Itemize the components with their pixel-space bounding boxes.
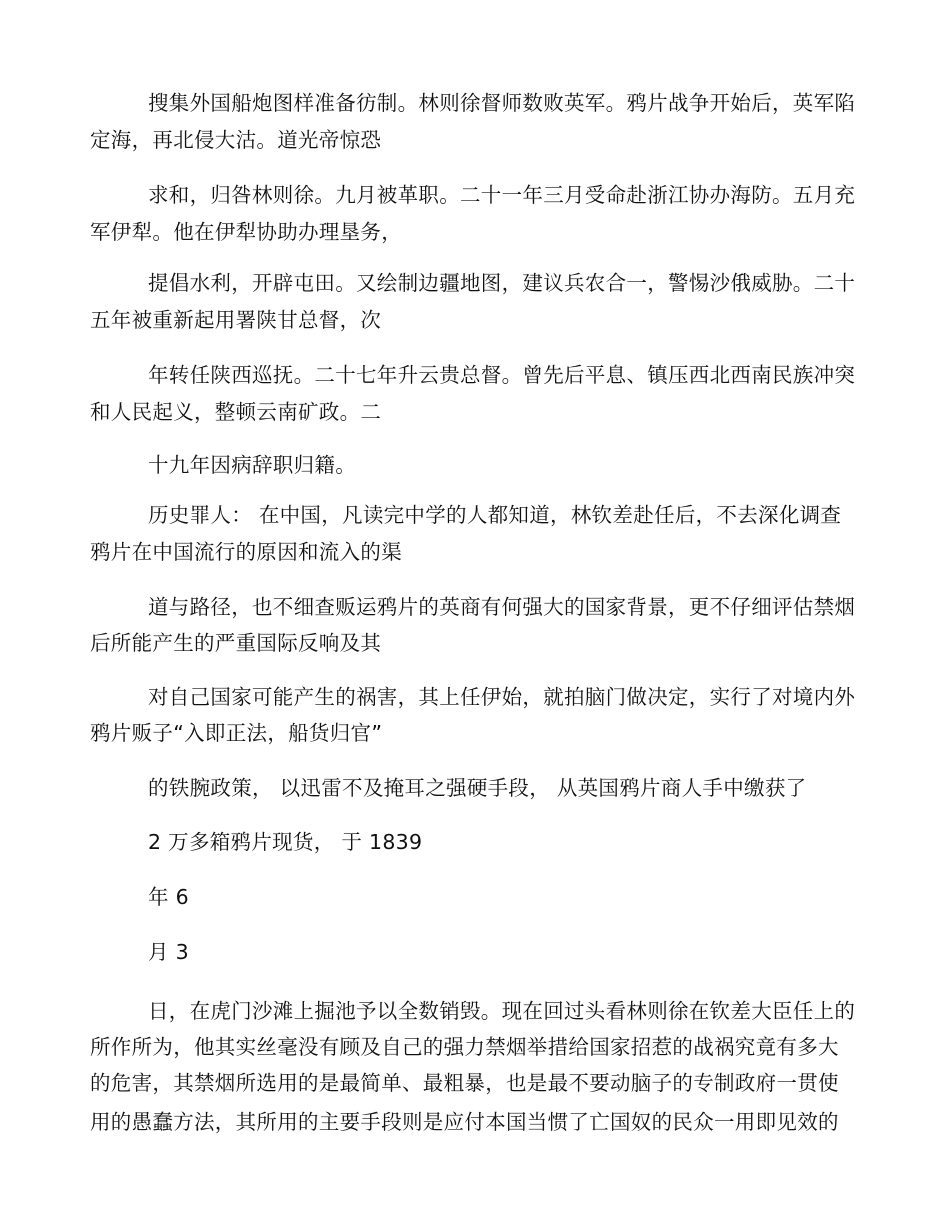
paragraph-line: 用的愚蠢方法，其所用的主要手段则是应付本国当惯了亡国奴的民众一用即见效的 [90, 1110, 839, 1134]
paragraph-line: 年 6 [148, 885, 189, 909]
paragraph-line: 月 3 [148, 940, 189, 964]
paragraph-line: 鸦片贩子“入即正法，船货归官” [90, 721, 383, 745]
paragraph-line: 的危害，其禁烟所选用的是最简单、最粗暴，也是最不要动脑子的专制政府一贯使 [90, 1071, 839, 1095]
paragraph-line: 对自己国家可能产生的祸害，其上任伊始，就拍脑门做决定，实行了对境内外 [148, 685, 856, 709]
paragraph-line: 道与路径，也不细查贩运鸦片的英商有何强大的国家背景，更不仔细评估禁烟 [148, 595, 856, 619]
paragraph-line: 提倡水利，开辟屯田。又绘制边疆地图，建议兵农合一，警惕沙俄威胁。二十 [148, 271, 856, 295]
paragraph-line: 历史罪人： 在中国，凡读完中学的人都知道，林钦差赴任后，不去深化调查 [148, 503, 842, 527]
paragraph-line: 后所能产生的严重国际反响及其 [90, 631, 382, 655]
paragraph-line: 搜集外国船炮图样准备彷制。林则徐督师数败英军。鸦片战争开始后，英军陷 [148, 91, 856, 115]
paragraph-line: 年转任陕西巡抚。二十七年升云贵总督。曾先后平息、镇压西北西南民族冲突 [148, 363, 856, 387]
paragraph-line: 和人民起义，整顿云南矿政。二 [90, 400, 382, 424]
paragraph-line: 军伊犁。他在伊犁协助办理垦务， [90, 220, 402, 244]
paragraph-line: 鸦片在中国流行的原因和流入的渠 [90, 540, 402, 564]
paragraph-line: 的铁腕政策， 以迅雷不及掩耳之强硬手段， 从英国鸦片商人手中缴获了 [148, 776, 807, 800]
paragraph-line: 求和，归咎林则徐。九月被革职。二十一年三月受命赴浙江协办海防。五月充 [148, 183, 856, 207]
paragraph-line: 所作所为，他其实丝毫没有顾及自己的强力禁烟举措给国家招惹的战祸究竟有多大 [90, 1035, 839, 1059]
paragraph-line: 十九年因病辞职归籍。 [148, 453, 356, 477]
paragraph-line: 定海，再北侵大沽。道光帝惊恐 [90, 128, 382, 152]
paragraph-line: 五年被重新起用署陕甘总督，次 [90, 308, 382, 332]
paragraph-line: 2 万多箱鸦片现货， 于 1839 [148, 830, 423, 854]
paragraph-line: 日，在虎门沙滩上掘池予以全数销毁。现在回过头看林则徐在钦差大臣任上的 [148, 999, 856, 1023]
